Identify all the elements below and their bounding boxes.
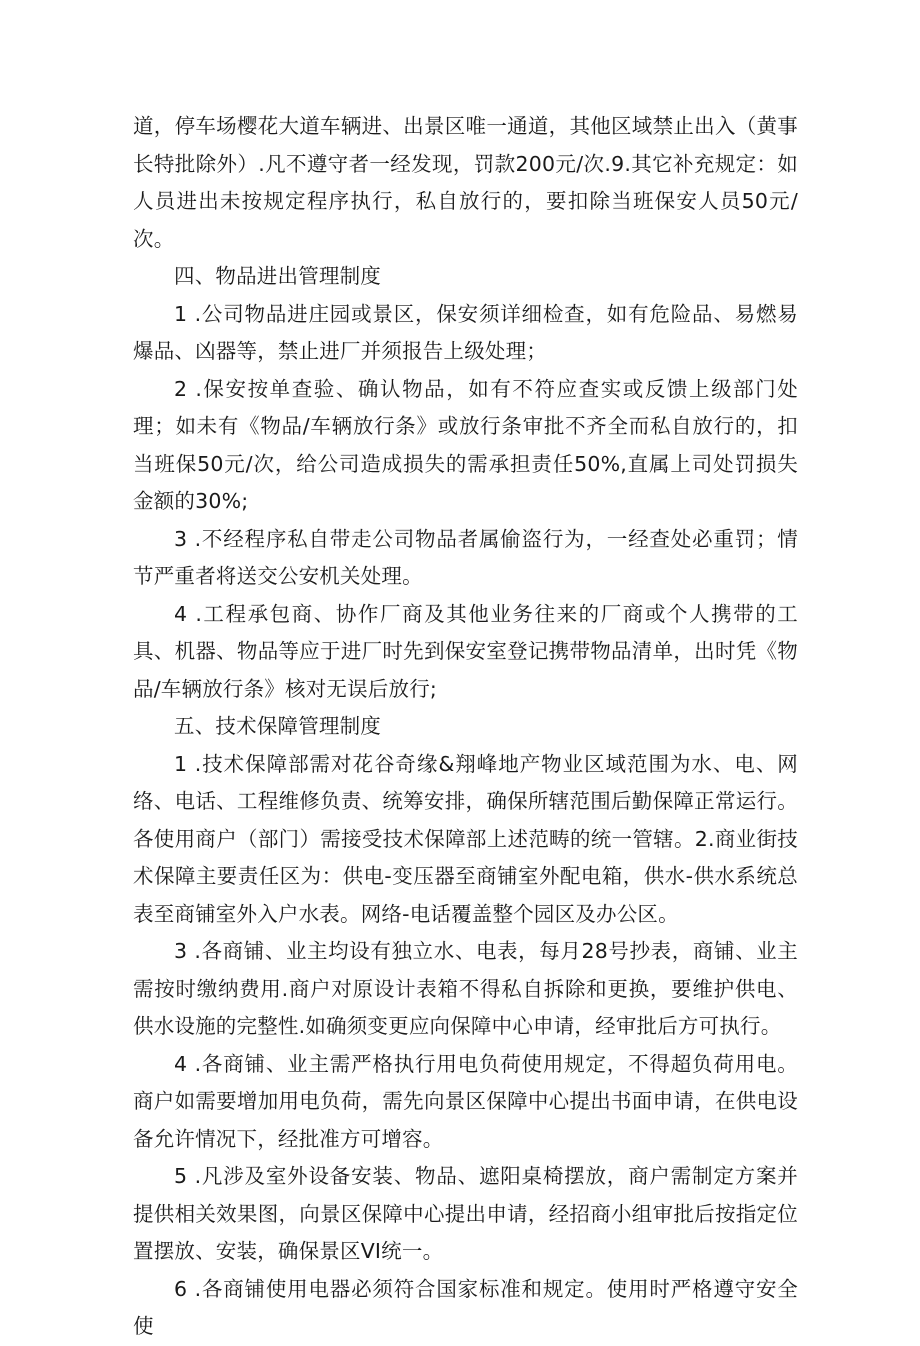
- paragraph-goods-3: 3 .不经程序私自带走公司物品者属偷盗行为，一经查处必重罚；情节严重者将送交公安机关处理。: [133, 526, 798, 588]
- section-heading-goods: 四、物品进出管理制度: [174, 264, 381, 288]
- paragraph-tech-5: 5 .凡涉及室外设备安装、物品、遮阳桌椅摆放，商户需制定方案并提供相关效果图，向景区保障中心提出申请，经招商小组审批后按指定位置摆放、安装，确保景区VI统一。: [133, 1164, 798, 1263]
- paragraph-tech-1: 1 .技术保障部需对花谷奇缘&翔峰地产物业区域范围为水、电、网络、电话、工程维修负责、统筹安排，确保所辖范围后勤保障正常运行。各使用商户（部门）需接受技术保障部上述范畴的统一管辖。2.商业街技术保障主要责任区为：供电-变压器至商铺室外配电箱，供水-供水系统总表至商铺室外入户水表。网络-电话覆盖整个园区及办公区。: [133, 751, 798, 926]
- document-body: [133, 108, 798, 1346]
- paragraph-goods-2: 2 .保安按单查验、确认物品，如有不符应查实或反馈上级部门处理；如未有《物品/车辆放行条》或放行条审批不齐全而私自放行的，扣当班保50元/次，给公司造成损失的需承担责任50%,直属上司处罚损失金额的30%;: [133, 376, 798, 513]
- paragraph-goods-1: 1 .公司物品进庄园或景区，保安须详细检查，如有危险品、易燃易爆品、凶器等，禁止进厂并须报告上级处理；: [133, 301, 798, 363]
- paragraph-tech-3: 3 .各商铺、业主均设有独立水、电表，每月28号抄表，商铺、业主需按时缴纳费用.商户对原设计表箱不得私自拆除和更换，要维护供电、供水设施的完整性.如确须变更应向保障中心申请，经审批后方可执行。: [133, 939, 798, 1038]
- paragraph-tech-6: 6 .各商铺使用电器必须符合国家标准和规定。使用时严格遵守安全使: [133, 1276, 798, 1338]
- paragraph-tech-4: 4 .各商铺、业主需严格执行用电负荷使用规定，不得超负荷用电。商户如需要增加用电负荷，需先向景区保障中心提出书面申请，在供电设备允许情况下，经批准方可增容。: [133, 1051, 798, 1151]
- paragraph-goods-4: 4 .工程承包商、协作厂商及其他业务往来的厂商或个人携带的工具、机器、物品等应于进厂时先到保安室登记携带物品清单，出时凭《物品/车辆放行条》核对无误后放行;: [133, 601, 798, 701]
- section-heading-tech: 五、技术保障管理制度: [174, 714, 381, 738]
- paragraph-continuation: 道，停车场樱花大道车辆进、出景区唯一通道，其他区域禁止出入（黄事长特批除外）.凡不遵守者一经发现，罚款200元/次.9.其它补充规定：如人员进出未按规定程序执行，私自放行的，要扣除当班保安人员50元/次。: [133, 114, 798, 251]
